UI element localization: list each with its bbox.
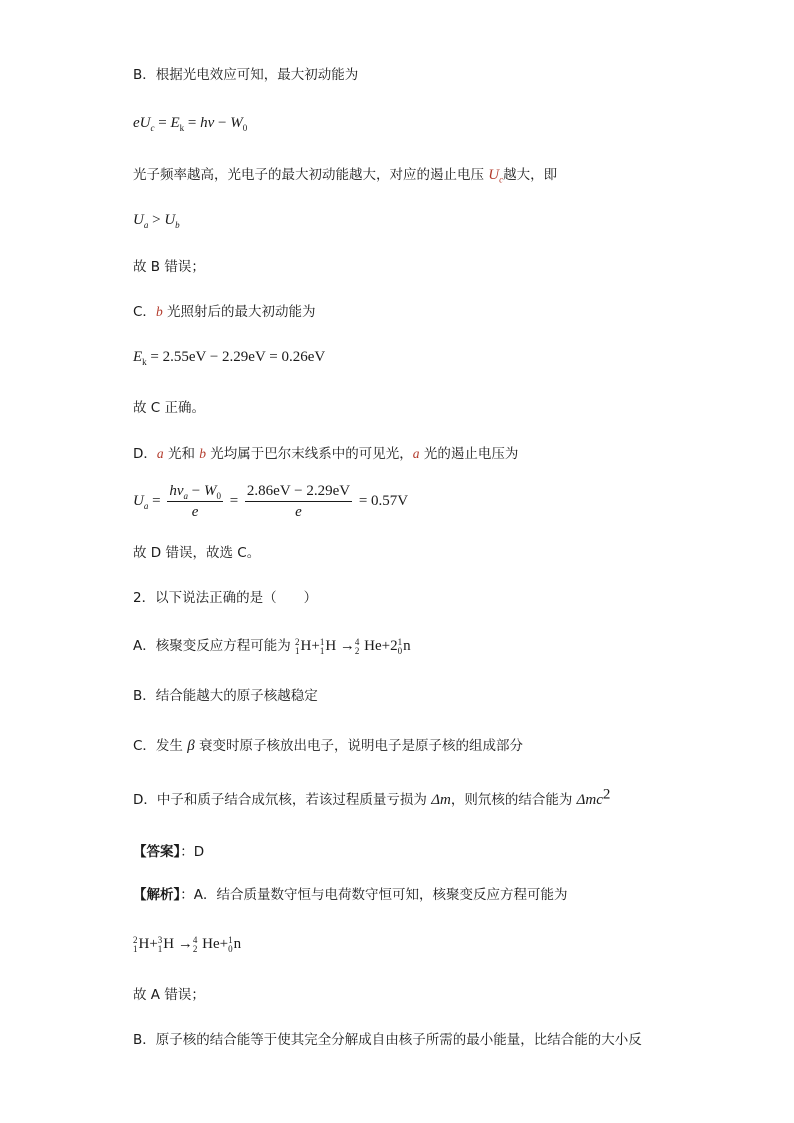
answer-line: 【答案】：D <box>133 844 205 860</box>
equation-ua: $U_a$ = $\frac{h\nu_a - W_0}{e}$ = $\frac{2.86eV - 2.29eV}{e}$ = 0.57V <box>133 483 409 520</box>
frequency-statement: 光子频率越高，光电子的最大初动能越大，对应的遏止电压 $U_c$越大，即 <box>133 167 558 185</box>
c-conclusion: 故 C 正确。 <box>133 400 206 416</box>
q2-option-b: B．结合能越大的原子核越稳定 <box>133 688 318 704</box>
option-c-intro: C．b 光照射后的最大初动能为 <box>133 304 316 320</box>
d-conclusion: 故 D 错误，故选 C。 <box>133 545 261 561</box>
q2-option-c: C．发生 β 衰变时原子核放出电子，说明电子是原子核的组成部分 <box>133 738 523 754</box>
option-d-intro: D．a 光和 b 光均属于巴尔末线系中的可见光，a 光的遏止电压为 <box>133 446 519 462</box>
question-2: 2．以下说法正确的是（ ） <box>133 590 318 606</box>
b-conclusion: 故 B 错误； <box>133 259 205 275</box>
q2-option-d: D．中子和质子结合成氘核，若该过程质量亏损为 Δm，则氘核的结合能为 Δmc$^2$ <box>133 786 611 808</box>
equation-fusion: 2 1 H+ 3 1 H → 4 2 He+ 1 0 n <box>133 934 242 954</box>
option-b-intro: B．根据光电效应可知，最大初动能为 <box>133 67 359 83</box>
equation-photoelectric: $eU_c = E_k = h\nu - W_0$ <box>133 115 248 133</box>
b-analysis: B．原子核的结合能等于使其完全分解成自由核子所需的最小能量，比结合能的大小反 <box>133 1032 642 1048</box>
equation-ek: $E_k = 2.55eV - 2.29eV = 0.26eV$ <box>133 349 326 367</box>
inequality-ua-ub: $U_a > U_b$ <box>133 212 180 230</box>
analysis-line: 【解析】：A．结合质量数守恒与电荷数守恒可知，核聚变反应方程可能为 <box>133 887 568 903</box>
a-conclusion: 故 A 错误； <box>133 987 205 1003</box>
q2-option-a: A．核聚变反应方程可能为 2 1 H+ 1 1 H → 4 2 He+2 1 0 n <box>133 636 411 656</box>
